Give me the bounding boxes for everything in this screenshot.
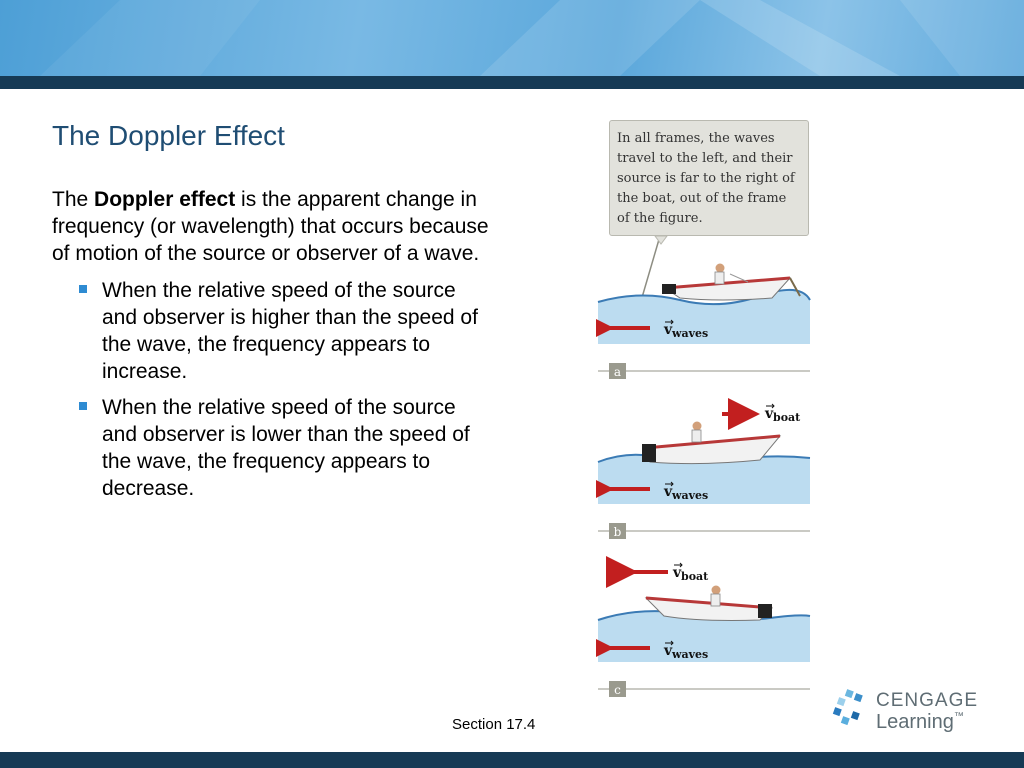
figure-callout: In all frames, the waves travel to the left, and their source is far to the right of the boat, out of the frame of the figure. <box>609 120 809 236</box>
header-divider <box>0 76 1024 89</box>
footer-band <box>0 752 1024 768</box>
v-symbol-a: v <box>664 322 673 338</box>
intro-paragraph <box>52 186 492 267</box>
boat-subscript-c: boat <box>681 570 709 583</box>
bullet-item: When the relative speed of the source and observer is higher than the speed of the wave, the frequency appears to increase. <box>52 277 492 385</box>
intro-term: Doppler effect <box>94 188 236 211</box>
section-number: Section 17.4 <box>452 716 536 733</box>
v-symbol-c-waves: v <box>664 643 673 659</box>
intro-before: The <box>52 188 95 211</box>
waves-subscript-c: waves <box>672 648 709 661</box>
frame-label-a: a <box>613 365 622 379</box>
logo-line-2 <box>876 711 964 734</box>
logo-trademark: ™ <box>953 711 964 722</box>
header-pattern <box>0 0 1024 76</box>
v-symbol-c-boat: v <box>673 565 682 581</box>
header-band <box>0 0 1024 76</box>
boat-subscript-b: boat <box>773 411 801 424</box>
intro-after: is the apparent change in frequency (or wavelength) that occurs because of motion of the source or observer of a wave. <box>52 188 489 265</box>
bullet-square-icon <box>79 402 87 410</box>
logo-line-1: CENGAGE <box>876 690 979 711</box>
slide-title: The Doppler Effect <box>52 120 285 151</box>
bullet-list <box>52 277 492 502</box>
slide-body <box>52 186 492 511</box>
waves-subscript-b: waves <box>672 489 709 502</box>
bullet-item: When the relative speed of the source and observer is lower than the speed of the wave, the frequency appears to decrease. <box>52 394 492 502</box>
frame-label-c: c <box>614 683 621 697</box>
cengage-logo-icon <box>832 688 872 728</box>
logo-line-2-text: Learning <box>876 711 954 733</box>
bullet-square-icon <box>79 285 87 293</box>
v-symbol-b-waves: v <box>664 484 673 500</box>
waves-subscript-a: waves <box>672 327 709 340</box>
frame-label-b: b <box>613 525 622 539</box>
v-symbol-b-boat: v <box>765 406 774 422</box>
